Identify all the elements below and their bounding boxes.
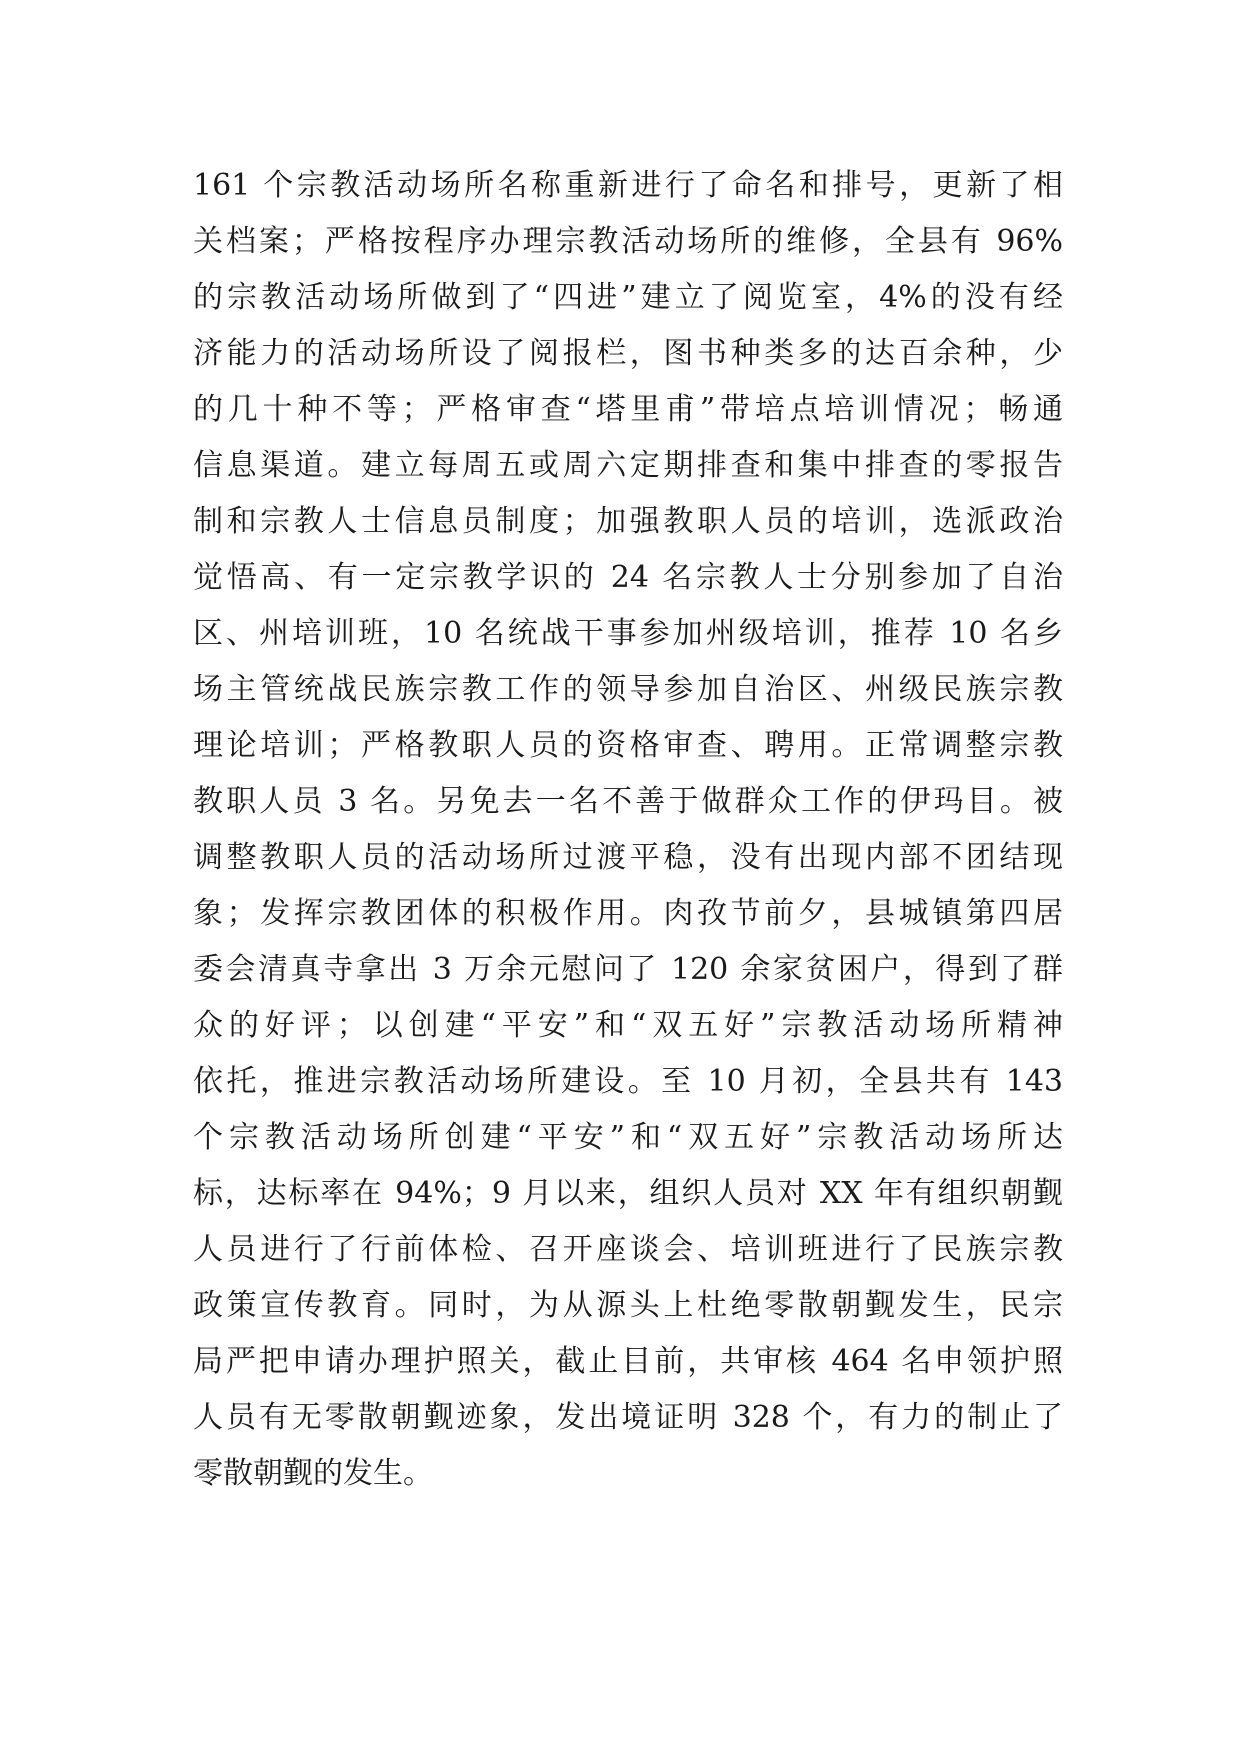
text-line-10: 场主管统战民族宗教工作的领导参加自治区、州级民族宗教 [193,672,1063,707]
text-line-18: 个宗教活动场所创建“平安”和“双五好”宗教活动场所达 [193,1120,1063,1155]
text-line-8: 觉悟高、有一定宗教学识的 24 名宗教人士分别参加了自治 [193,560,1063,595]
text-line-7: 制和宗教人士信息员制度；加强教职人员的培训，选派政治 [193,504,1063,539]
text-line-1: 161 个宗教活动场所名称重新进行了命名和排号，更新了相 [193,168,1063,203]
text-line-24: 零散朝觐的发生。 [193,1456,433,1491]
text-line-17: 依托，推进宗教活动场所建设。至 10 月初，全县共有 143 [193,1064,1063,1099]
text-line-14: 象；发挥宗教团体的积极作用。肉孜节前夕，县城镇第四居 [193,896,1063,931]
text-line-2: 关档案；严格按程序办理宗教活动场所的维修，全县有 96% [193,224,1063,259]
text-line-6: 信息渠道。建立每周五或周六定期排查和集中排查的零报告 [193,448,1063,483]
body-paragraph [193,158,1063,1502]
text-line-9: 区、州培训班，10 名统战干事参加州级培训，推荐 10 名乡 [193,616,1063,651]
text-line-11: 理论培训；严格教职人员的资格审查、聘用。正常调整宗教 [193,728,1063,763]
text-line-5: 的几十种不等；严格审查“塔里甫”带培点培训情况；畅通 [193,392,1063,427]
text-line-16: 众的好评；以创建“平安”和“双五好”宗教活动场所精神 [193,1008,1063,1043]
text-line-13: 调整教职人员的活动场所过渡平稳，没有出现内部不团结现 [193,840,1063,875]
text-line-20: 人员进行了行前体检、召开座谈会、培训班进行了民族宗教 [193,1232,1063,1267]
text-line-15: 委会清真寺拿出 3 万余元慰问了 120 余家贫困户，得到了群 [193,952,1063,987]
text-line-19: 标，达标率在 94%；9 月以来，组织人员对 XX 年有组织朝觐 [193,1176,1063,1211]
text-line-22: 局严把申请办理护照关，截止目前，共审核 464 名申领护照 [193,1344,1063,1379]
text-line-21: 政策宣传教育。同时，为从源头上杜绝零散朝觐发生，民宗 [193,1288,1063,1323]
text-line-12: 教职人员 3 名。另免去一名不善于做群众工作的伊玛目。被 [193,784,1063,819]
text-line-3: 的宗教活动场所做到了“四进”建立了阅览室，4%的没有经 [193,280,1063,315]
text-line-4: 济能力的活动场所设了阅报栏，图书种类多的达百余种，少 [193,336,1063,371]
text-line-23: 人员有无零散朝觐迹象，发出境证明 328 个，有力的制止了 [193,1400,1063,1435]
